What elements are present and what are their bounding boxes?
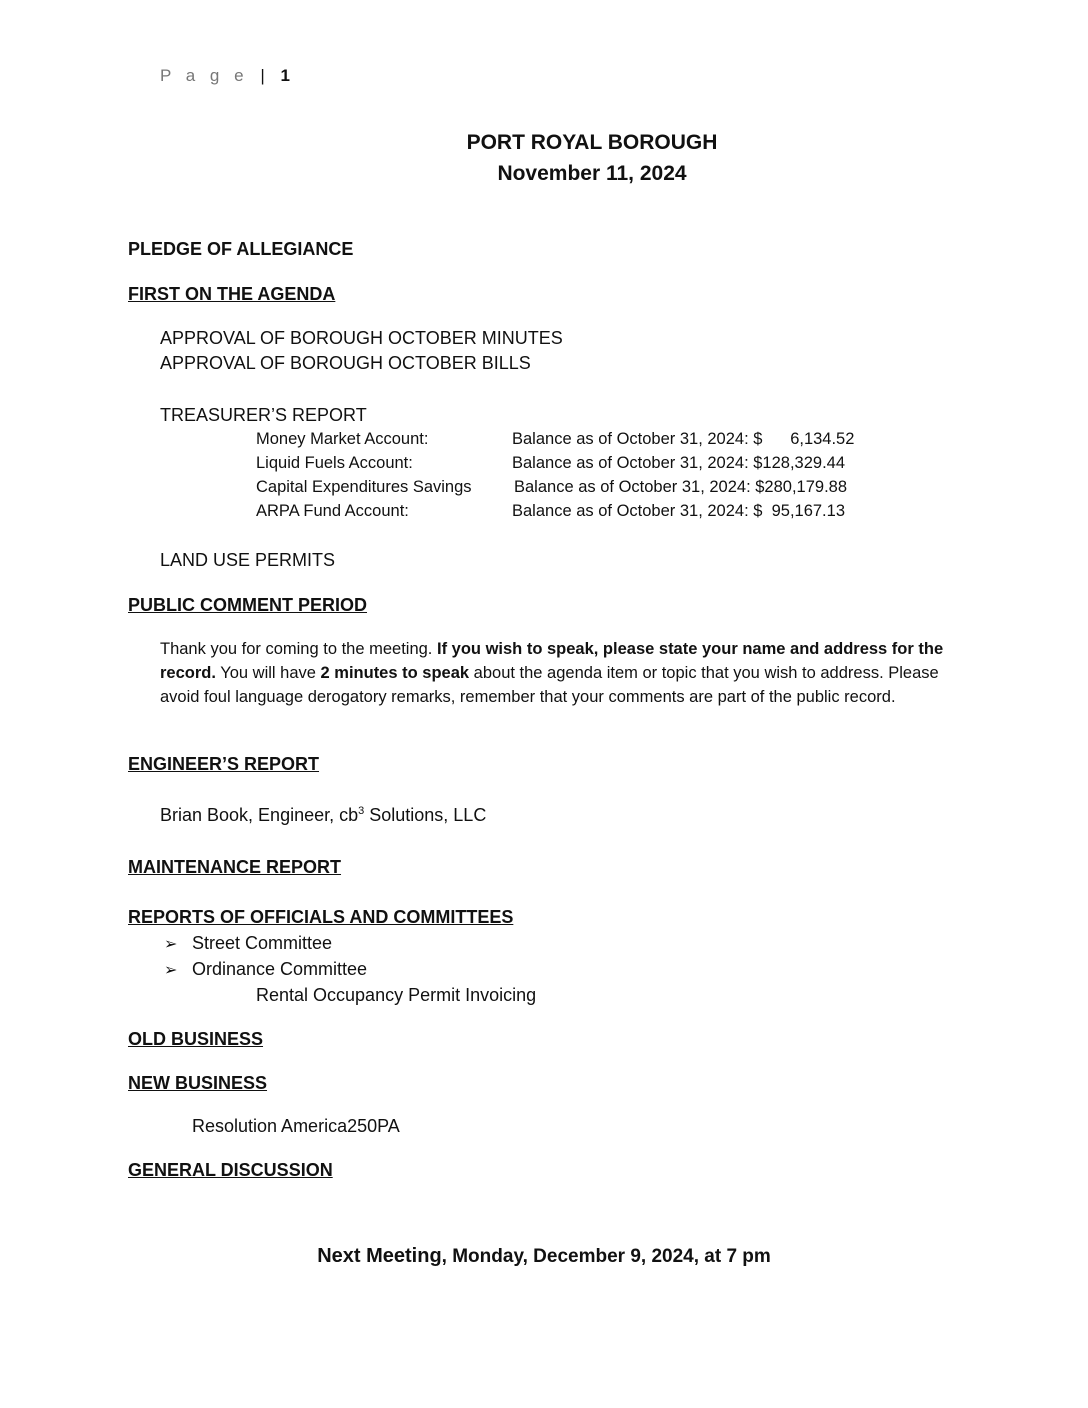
account-balance [514, 478, 847, 497]
account-balance [512, 454, 845, 473]
agenda-item-bills: APPROVAL OF BOROUGH OCTOBER BILLS [160, 353, 531, 373]
heading-maintenance-report: MAINTENANCE REPORT [128, 857, 342, 877]
balance-amount: 95,167.13 [771, 502, 845, 520]
page-label: P a g e [160, 66, 249, 85]
comment-bold-2: 2 minutes to speak [320, 664, 470, 682]
balance-amount: 128,329.44 [762, 454, 846, 472]
ordinance-subitem: Rental Occupancy Permit Invoicing [256, 985, 537, 1005]
heading-pledge: PLEDGE OF ALLEGIANCE [128, 239, 354, 259]
heading-general-discussion: GENERAL DISCUSSION [128, 1160, 333, 1180]
agenda-item-minutes: APPROVAL OF BOROUGH OCTOBER MINUTES [160, 328, 563, 348]
heading-old-business: OLD BUSINESS [128, 1029, 264, 1049]
committee-item [164, 933, 332, 954]
comment-text-2: You will have [215, 664, 321, 682]
heading-treasurer-report: TREASURER’S REPORT [160, 405, 367, 425]
engineer-name: Brian Book, Engineer, cb [160, 805, 359, 825]
balance-label: Balance as of October 31, 2024: $ [514, 478, 765, 496]
account-balance [512, 430, 854, 449]
next-meeting-line [0, 1245, 1088, 1268]
next-meeting-lead: Next Meeting [317, 1245, 442, 1267]
next-meeting-details: , Monday, December 9, 2024, at 7 pm [441, 1246, 771, 1267]
committee-item [164, 959, 367, 980]
account-name: Capital Expenditures Savings [256, 478, 472, 496]
comment-text-3: about the agenda item or topic that you wish to address. Please avoid foul language derogatory remarks, remember that your comments are part of the public record. [160, 664, 939, 706]
account-name: ARPA Fund Account: [256, 502, 409, 520]
balance-amount: 6,134.52 [790, 430, 855, 448]
balance-label: Balance as of October 31, 2024: $ [512, 502, 763, 520]
page-number-header [160, 66, 290, 86]
document-title: PORT ROYAL BOROUGH [466, 131, 718, 154]
arrow-bullet-icon: ➢ [164, 936, 178, 953]
balance-label: Balance as of October 31, 2024: $ [512, 454, 763, 472]
balance-amount: 280,179.88 [764, 478, 848, 496]
land-use-permits: LAND USE PERMITS [160, 550, 336, 570]
committee-label: Ordinance Committee [192, 959, 368, 979]
account-name: Money Market Account: [256, 430, 429, 448]
document-date: November 11, 2024 [497, 162, 687, 185]
comment-text-1: Thank you for coming to the meeting. [160, 640, 437, 658]
engineer-line [160, 805, 486, 826]
balance-label: Balance as of October 31, 2024: $ [512, 430, 763, 448]
heading-reports-officials: REPORTS OF OFFICIALS AND COMMITTEES [128, 907, 514, 927]
committee-label: Street Committee [192, 933, 333, 953]
page-number: 1 [280, 66, 290, 85]
new-business-item: Resolution America250PA [192, 1116, 400, 1136]
account-balance [512, 502, 845, 521]
engineer-company: Solutions, LLC [364, 805, 487, 825]
comment-bold-1: If you wish to speak, please state your name and address for the record. [160, 640, 944, 682]
heading-first-on-agenda: FIRST ON THE AGENDA [128, 284, 336, 304]
public-comment-text [160, 637, 970, 709]
arrow-bullet-icon: ➢ [164, 962, 178, 979]
page-separator: | [260, 66, 265, 85]
heading-engineer-report: ENGINEER’S REPORT [128, 754, 320, 774]
account-name: Liquid Fuels Account: [256, 454, 413, 472]
heading-public-comment: PUBLIC COMMENT PERIOD [128, 595, 368, 615]
heading-new-business: NEW BUSINESS [128, 1073, 268, 1093]
engineer-superscript: 3 [358, 805, 365, 817]
